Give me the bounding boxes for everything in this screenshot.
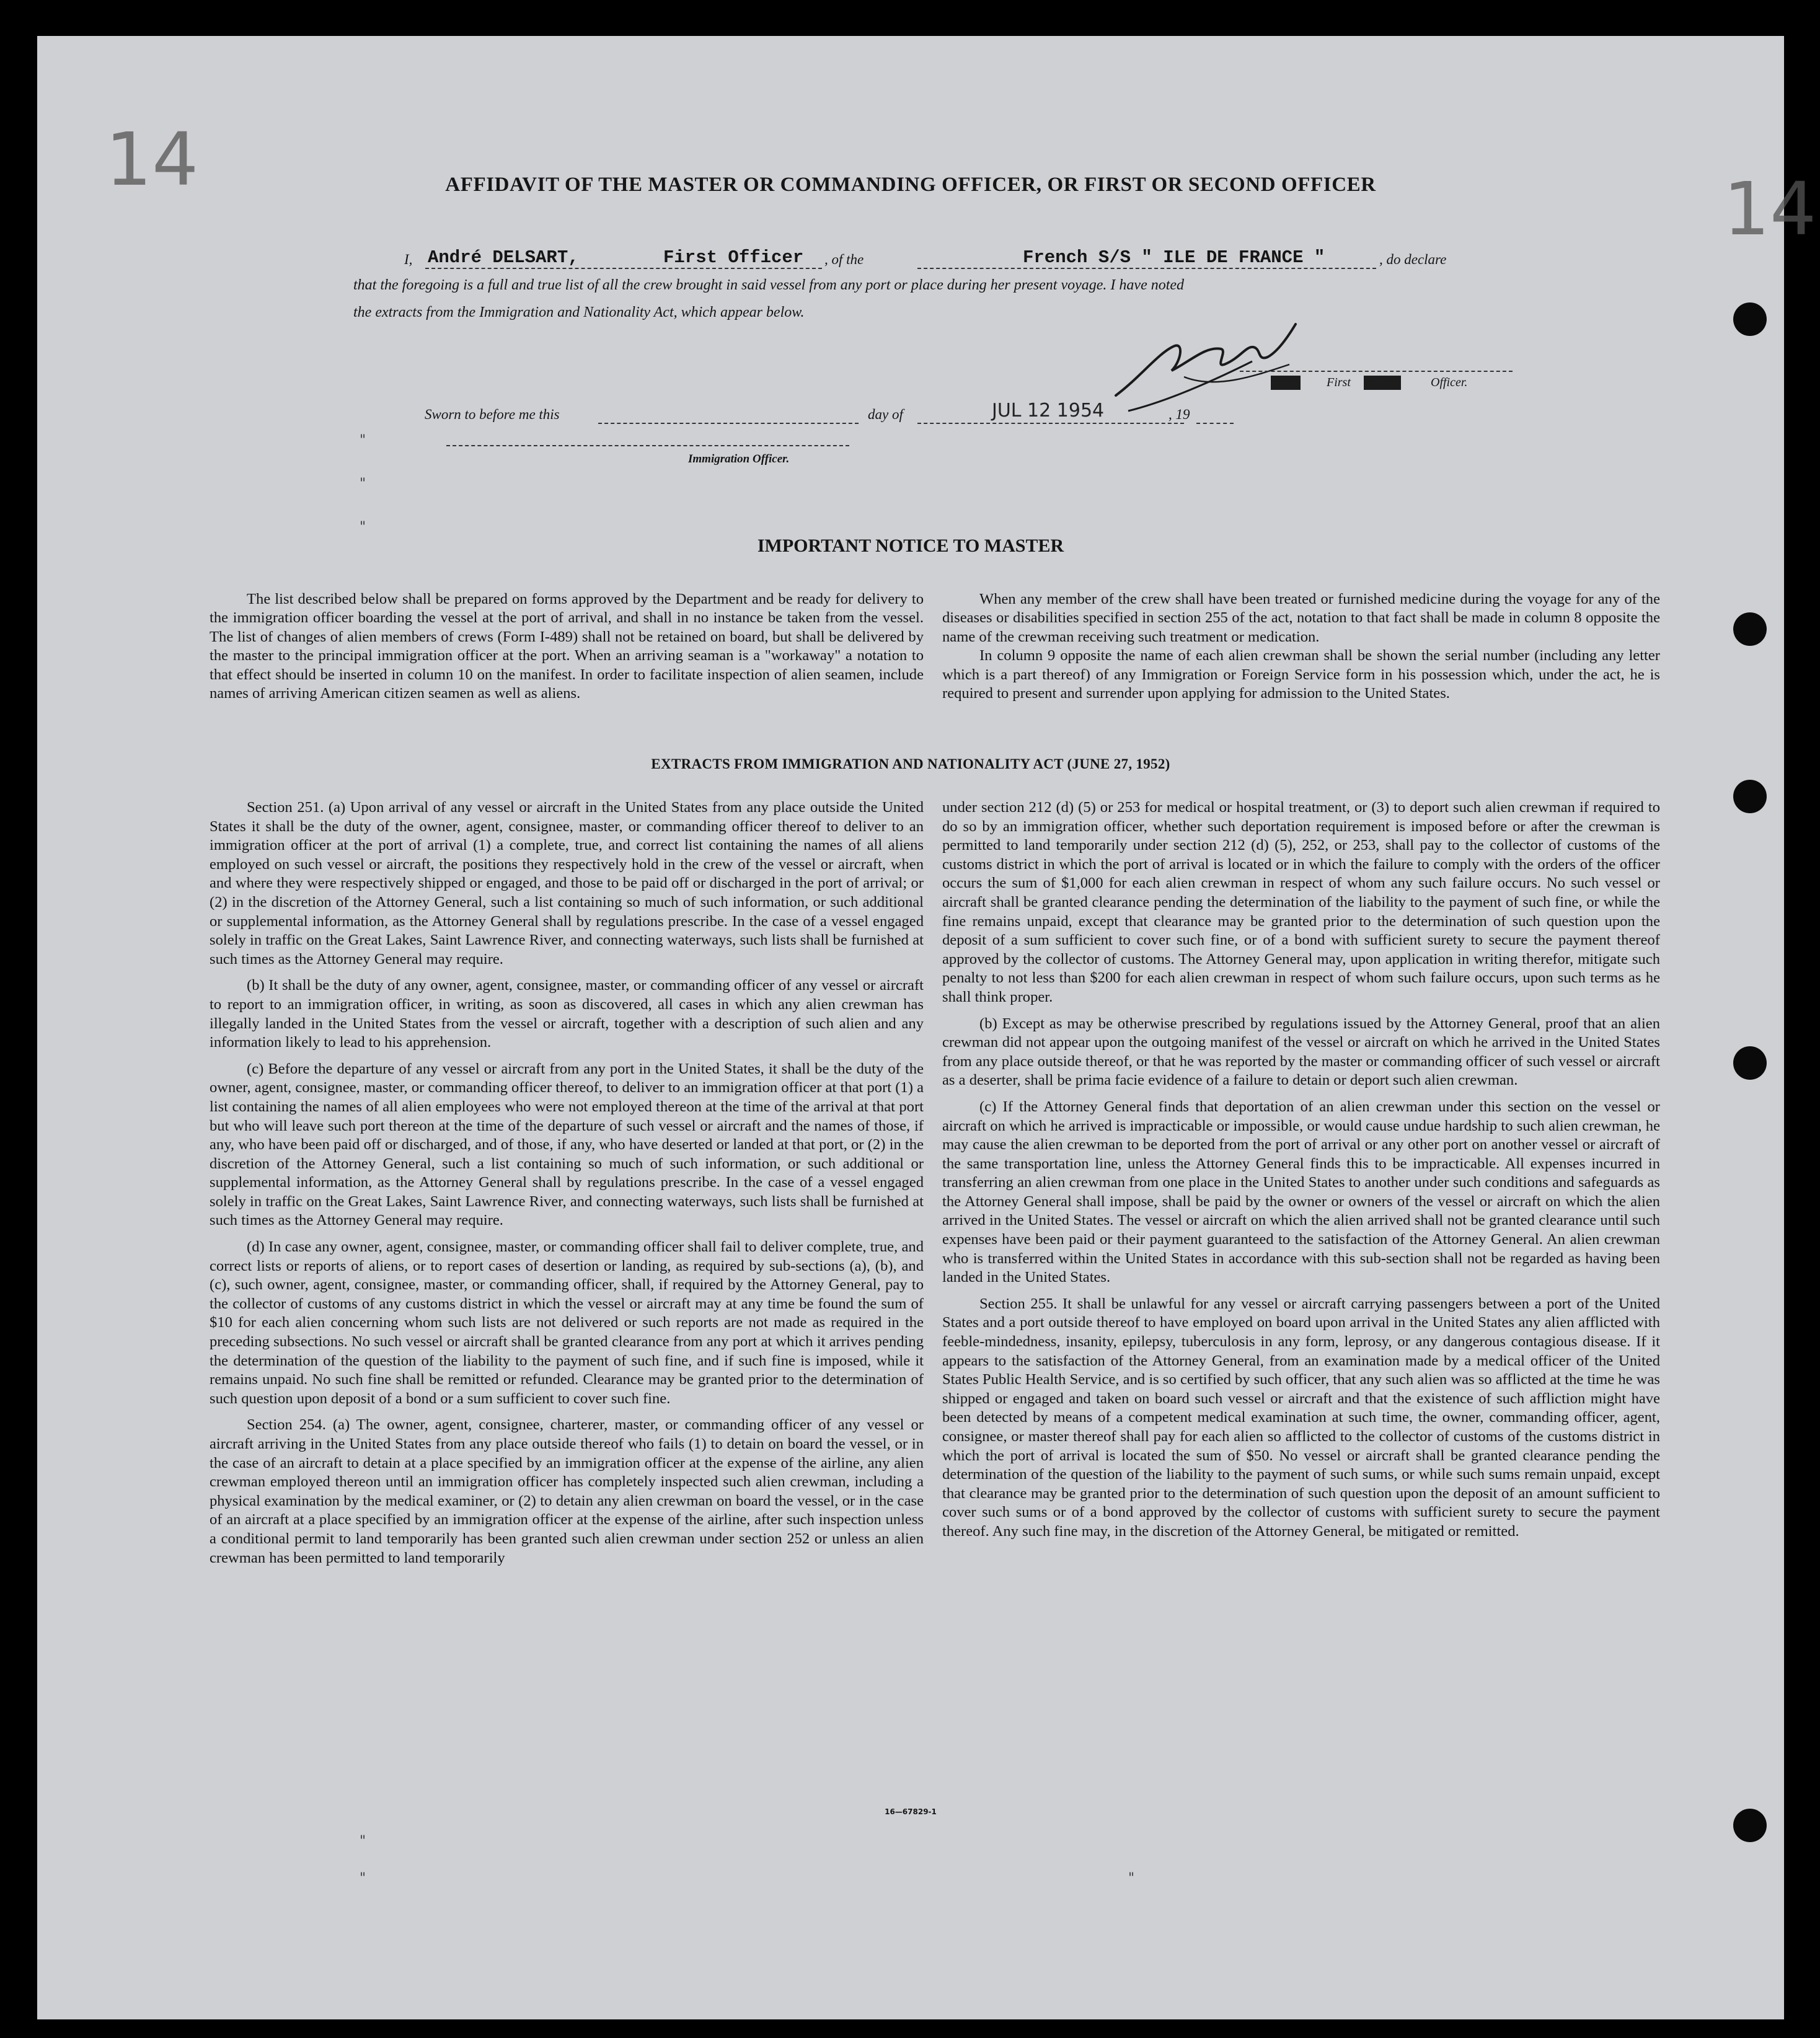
- extract-paragraph: Section 254. (a) The owner, agent, consignee, charterer, master, or commanding officer of any vessel or aircraft arriving in the United States from any place outside thereof who fails (1) to detain on board the vessel, or in the case of an aircraft to detain at a place specified by an immigration officer at the expense of the airline, any alien crewman employed thereon until an immigration officer has completely inspected such alien crewman, including a physical examination by the medical examiner, or (2) to detain any alien crewman on board the vessel, or in the case of an aircraft at a place specified by an immigration officer at the expense of the airline, after such inspection unless a conditional permit to land temporarily has been granted such alien crewman under section 252 or unless an alien crewman has been permitted to land temporarily: [210, 1416, 924, 1566]
- do-declare-label: , do declare: [1379, 252, 1447, 267]
- sworn-line: [384, 395, 1252, 426]
- of-the-label: , of the: [824, 252, 864, 267]
- ditto-mark: ": [360, 519, 366, 535]
- extracts-right-column: [942, 798, 1660, 1549]
- margin-pencil-number-left: 14: [105, 117, 199, 202]
- notice-left-column: [210, 590, 924, 703]
- ditto-mark: ": [360, 1871, 366, 1886]
- day-of-label: day of: [868, 407, 903, 422]
- form-number: 16—67829-1: [885, 1807, 937, 1816]
- officer-signature-line: [1240, 371, 1513, 395]
- declarant-rank: First Officer: [663, 247, 804, 268]
- immigration-officer-line: [446, 445, 880, 482]
- declarant-name: André DELSART,: [428, 247, 579, 268]
- date-stamp: JUL 12 1954: [992, 400, 1105, 421]
- ditto-mark: ": [1128, 1871, 1135, 1886]
- extract-paragraph: (b) Except as may be otherwise prescribed by regulations issued by the Attorney General, proof that an alien crewman did not appear upon the outgoing manifest of the vessel or aircraft on which he arrived in the United States from any place outside thereof, or that he was reported by the master or commanding officer of such vessel or aircraft as a deserter, shall be prima facie evidence of a failure to detain or deport such alien crewman.: [942, 1015, 1660, 1089]
- extract-paragraph: (b) It shall be the duty of any owner, agent, consignee, master, or commanding officer of any vessel or aircraft to report to an immigration officer, in writing, as soon as discovered, all cases in which any alien crewman has illegally landed in the United States from the vessel or aircraft, together with a description of such alien and any information likely to lead to his apprehension.: [210, 977, 924, 1051]
- extract-paragraph: (c) Before the departure of any vessel or aircraft from any port in the United States, it shall be the duty of the owner, agent, consignee, master, or commanding officer thereof, to deliver to an immigration officer at that port (1) a list containing the names of all alien employees who were not employed thereon at the time of the arrival at that port but who will leave such port thereon at the time of the departure of such vessel or aircraft and the names of those, if any, who have been paid off or discharged, and of those, if any, who have deserted or landed at that port, or (2) in the discretion of the Attorney General, such a list containing so much of such information, or such additional or supplemental information, as the Attorney General shall by regulations prescribe. In the case of a vessel engaged solely in traffic on the Great Lakes, Saint Lawrence River, and connecting waterways, such lists shall be furnished at such times as the Attorney General may require.: [210, 1060, 924, 1229]
- extracts-title: EXTRACTS FROM IMMIGRATION AND NATIONALITY ACT (JUNE 27, 1952): [651, 756, 1170, 772]
- notice-left-paragraph: The list described below shall be prepared on forms approved by the Department and be ready for delivery to the immigration officer boarding the vessel at the port of arrival, and shall in no instance be taken from the vessel. The list of changes of alien members of crews (Form I-489) shall not be retained on board, but shall be delivered by the master to the principal immigration officer at the port. When an arriving seaman is a "workaway" a notation to that effect should be inserted in column 10 on the manifest. In order to facilitate inspection of alien seamen, include names of arriving American citizen seamen as well as aliens.: [210, 591, 924, 702]
- extract-paragraph: Section 255. It shall be unlawful for any vessel or aircraft carrying passengers between a port of the United States and a port outside thereof to have employed on board upon arrival in the United States any alien afflicted with feeble-mindedness, insanity, epilepsy, tuberculosis in any form, leprosy, or any dangerous contagious disease. If it appears to the satisfaction of the Attorney General, from an examination made by a medical officer of the United States Public Health Service, and is so certified by such officer, that any such alien was so afflicted at the time he was shipped or engaged and taken on board such vessel or aircraft and that the existence of such affliction might have been detected by means of a competent medical examination at such time, the owner, commanding officer, agent, consignee, or master thereof shall pay for each alien so afflicted to the collector of customs of the customs district in which the port of arrival is located the sum of $50. No vessel or aircraft shall be granted clearance pending the determination of the question of the liability to the payment of such sums, or while such sums remain unpaid, except that clearance may be granted prior to the determination of such question upon the deposit of an amount sufficient to cover such sums or of a bond approved by the collector of customs with sufficient surety to secure the payment thereof. Any such fine may, in the discretion of the Attorney General, be mitigated or remitted.: [942, 1295, 1660, 1540]
- struck-master-word: XXXX: [1271, 376, 1301, 390]
- vessel-name: French S/S " ILE DE FRANCE ": [1023, 247, 1325, 268]
- ditto-mark: ": [360, 1833, 366, 1849]
- officer-caption-first: First: [1327, 376, 1351, 389]
- punch-hole: [1733, 302, 1767, 336]
- struck-second-word: XXXXX: [1364, 376, 1402, 390]
- notice-right-column: [942, 590, 1660, 703]
- declaration-statement-line-2: the extracts from the Immigration and Nationality Act, which appear below.: [353, 304, 805, 320]
- notice-right-paragraph-1: When any member of the crew shall have been treated or furnished medicine during the voyage for any of the diseases or disabilities specified in section 255 of the act, notation to that fact shall be made in column 8 opposite the name of the crewman receiving such treatment or medication.: [942, 591, 1660, 645]
- extracts-left-column: [210, 798, 924, 1575]
- affidavit-title: AFFIDAVIT OF THE MASTER OR COMMANDING OFFICER, OR FIRST OR SECOND OFFICER: [445, 174, 1376, 196]
- document-page: [37, 36, 1817, 2019]
- officer-caption-officer: Officer.: [1431, 376, 1468, 389]
- i-label: I,: [404, 252, 413, 267]
- sworn-label: Sworn to before me this: [425, 407, 560, 422]
- extract-paragraph: (c) If the Attorney General finds that deportation of an alien crewman under this section on the vessel or aircraft on which he arrived is impracticable or impossible, or would cause undue hardship to such alien crewman, he may cause the alien crewman to be deported from the port of arrival or any other port on another vessel or aircraft of the same transportation line, unless the Attorney General finds this to be impracticable. All expenses incurred in transferring an alien crewman from one place in the United States to another under such conditions and safeguards as the Attorney General shall impose, shall be paid by the owner or owners of the vessel or aircraft on which the alien arrived in the United States. The vessel or aircraft on which the alien arrived shall not be granted clearance until such expenses have been paid or their payment guaranteed to the satisfaction of the Attorney General. An alien crewman who is transferred within the United States in accordance with this sub-section shall not be regarded as having been landed in the United States.: [942, 1098, 1660, 1286]
- extract-paragraph: (d) In case any owner, agent, consignee, master, or commanding officer shall fail to deliver complete, true, and correct lists or reports of aliens, or to report cases of desertion or landing, as required by sub-sections (a), (b), and (c), such owner, agent, consignee, master, or commanding officer, shall, if required by the Attorney General, pay to the collector of customs of any customs district in which the vessel or aircraft may at any time be found the sum of $10 for each alien concerning whom such lists are not delivered or such reports are not made as required in the preceding subsections. No such vessel or aircraft shall be granted clearance from any port at which it arrives pending the determination of the question of the liability to the payment of such fine, and if such fine is imposed, while it remains unpaid. No such fine shall be remitted or refunded. Clearance may be granted prior to the determination of such question upon deposit of a bond or a sum sufficient to cover such fine.: [210, 1238, 924, 1407]
- immigration-officer-caption: Immigration Officer.: [688, 452, 790, 465]
- notice-title: IMPORTANT NOTICE TO MASTER: [757, 536, 1064, 556]
- declaration-statement-line-1: that the foregoing is a full and true list of all the crew brought in said vessel from any port or place during her present voyage. I have noted: [353, 277, 1185, 293]
- extract-paragraph: Section 251. (a) Upon arrival of any vessel or aircraft in the United States from any place outside the United States it shall be the duty of the owner, agent, consignee, master, or commanding officer thereof to deliver to an immigration officer at the port of arrival (1) a complete, true, and correct list containing the names of all aliens employed on such vessel or aircraft, the positions they respectively hold in the crew of the vessel or aircraft, when and where they were respectively shipped or engaged, and those to be paid off or discharged in the port of arrival; or (2) in the discretion of the Attorney General, such a list containing so much of such information, or such additional or supplemental information, as the Attorney General shall by regulations prescribe. In the case of a vessel engaged solely in traffic on the Great Lakes, Saint Lawrence River, and connecting waterways, such lists shall be furnished at such times as the Attorney General may require.: [210, 799, 924, 968]
- punch-hole: [1733, 612, 1767, 646]
- declaration-line: [372, 242, 1525, 269]
- ditto-mark: ": [360, 476, 366, 492]
- extract-paragraph: under section 212 (d) (5) or 253 for medical or hospital treatment, or (3) to deport such alien crewman if required to do so by an immigration officer, whether such deportation requirement is imposed before or after the crewman is permitted to land temporarily under section 212 (d) (5), 252, or 253, shall pay to the collector of customs of the customs district in which the port of arrival is located or in which the failure to comply with the orders of the officer occurs the sum of $1,000 for each alien crewman in respect of whom any such failure occurs. No such vessel or aircraft shall be granted clearance pending the determination of the liability to the payment of such fine, or while the fine remains unpaid, except that clearance may be granted prior to the determination of such question upon the deposit of a sum sufficient to cover such fine, or of a bond with sufficient surety to secure the payment thereof approved by the collector of customs. The Attorney General may, upon application in writing therefor, mitigate such penalty to not less than $200 for each alien crewman in respect of whom such failure occurs, upon such terms as he shall think proper.: [942, 799, 1660, 1005]
- year-prefix: , 19: [1168, 407, 1190, 422]
- punch-hole: [1733, 1046, 1767, 1080]
- punch-hole: [1733, 780, 1767, 813]
- margin-pencil-number-right: 14: [1723, 166, 1817, 252]
- notice-right-paragraph-2: In column 9 opposite the name of each alien crewman shall be shown the serial number (including any letter which is a part thereof) of any Immigration or Foreign Service form in his possession which, under the act, he is required to present and surrender upon applying for admission to the United States.: [942, 647, 1660, 702]
- ditto-mark: ": [360, 433, 366, 448]
